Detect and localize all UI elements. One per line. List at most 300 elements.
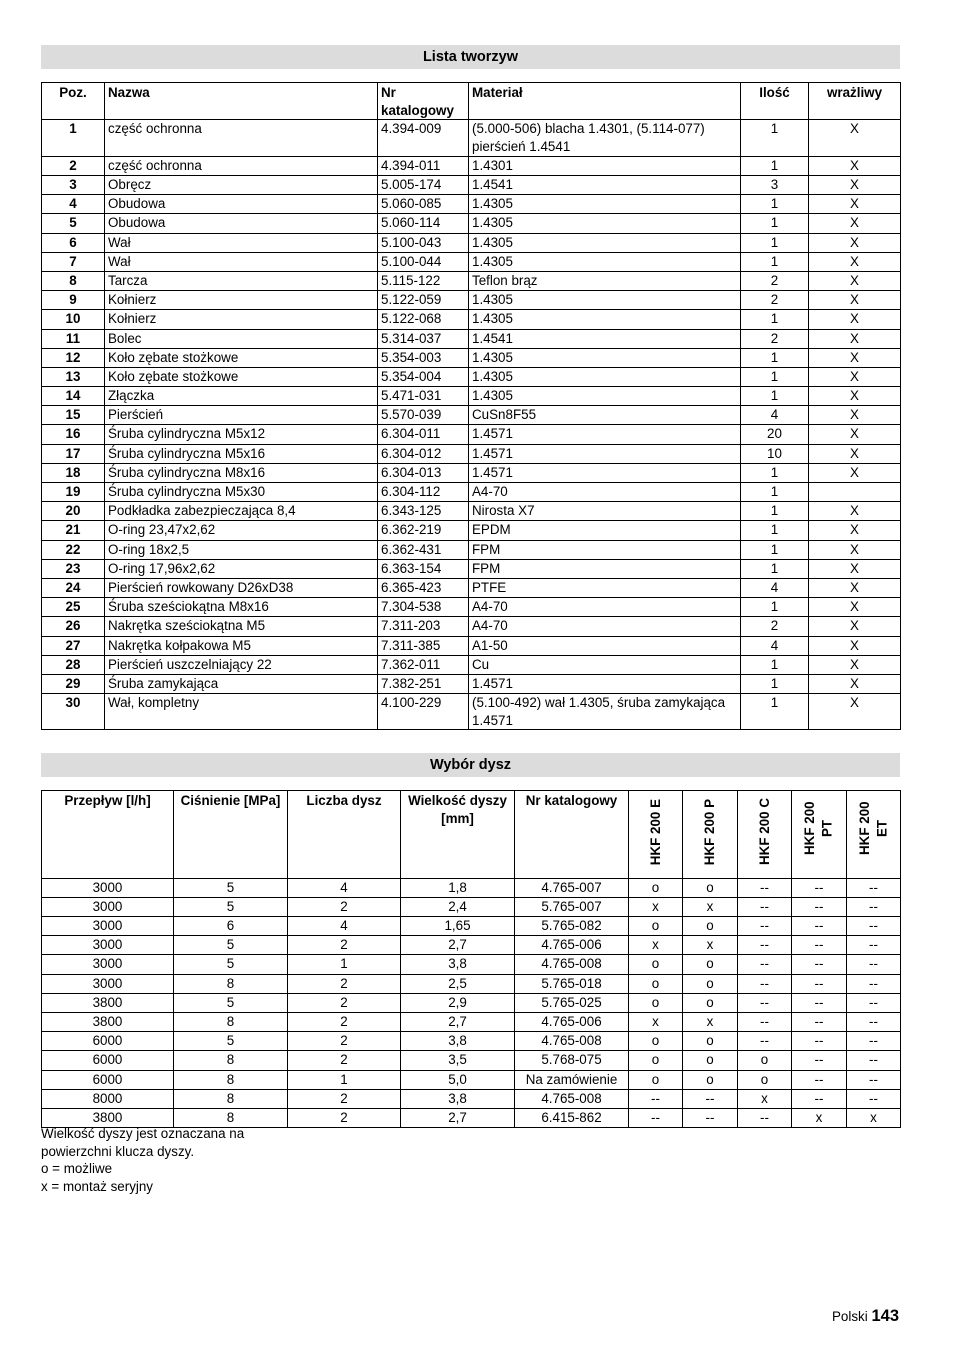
table-row bbox=[42, 329, 901, 348]
cell-przeplyw: 3000 bbox=[42, 955, 174, 974]
cell-nr-katalogowy: 5.115-122 bbox=[378, 271, 469, 290]
cell-wielkosc-dyszy: 1,65 bbox=[401, 917, 515, 936]
cell-liczba-dysz: 2 bbox=[288, 1051, 401, 1070]
header-hkf-200-e-label: HKF 200 E bbox=[647, 798, 663, 865]
cell-nr-katalogowy: 7.304-538 bbox=[378, 598, 469, 617]
header-poz: Poz. bbox=[42, 83, 105, 120]
cell-hkf-200-et: -- bbox=[847, 1051, 901, 1070]
cell-nr-katalogowy: 6.304-013 bbox=[378, 463, 469, 482]
cell-hkf-200-e: o bbox=[629, 1051, 683, 1070]
header-liczba-dysz: Liczba dysz bbox=[288, 791, 401, 879]
cell-wrazliwy: X bbox=[809, 636, 901, 655]
header-nazwa: Nazwa bbox=[105, 83, 378, 120]
cell-ilosc: 1 bbox=[741, 655, 809, 674]
table-row bbox=[42, 310, 901, 329]
cell-nr-katalogowy: 6.304-112 bbox=[378, 483, 469, 502]
cell-ilosc: 4 bbox=[741, 578, 809, 597]
cell-material: EPDM bbox=[469, 521, 741, 540]
cell-wielkosc-dyszy: 3,8 bbox=[401, 1032, 515, 1051]
cell-nazwa: Złączka bbox=[105, 387, 378, 406]
cell-hkf-200-et: -- bbox=[847, 1032, 901, 1051]
cell-wrazliwy: X bbox=[809, 617, 901, 636]
notes bbox=[41, 1125, 244, 1196]
cell-material: 1.4305 bbox=[469, 195, 741, 214]
cell-nazwa: Śruba cylindryczna M5x16 bbox=[105, 444, 378, 463]
cell-hkf-200-et: -- bbox=[847, 1070, 901, 1089]
cell-liczba-dysz: 2 bbox=[288, 1108, 401, 1127]
cell-nazwa: Wał bbox=[105, 252, 378, 271]
cell-material: FPM bbox=[469, 559, 741, 578]
cell-wrazliwy: X bbox=[809, 387, 901, 406]
cell-wrazliwy: X bbox=[809, 598, 901, 617]
cell-nr-katalogowy: 4.765-006 bbox=[515, 936, 629, 955]
cell-wrazliwy: X bbox=[809, 674, 901, 693]
cell-hkf-200-c: -- bbox=[738, 878, 792, 897]
cell-nr-katalogowy: 6.362-219 bbox=[378, 521, 469, 540]
cell-nr-katalogowy: 6.415-862 bbox=[515, 1108, 629, 1127]
cell-liczba-dysz: 2 bbox=[288, 897, 401, 916]
cell-cisnienie: 8 bbox=[174, 1089, 288, 1108]
cell-hkf-200-c: -- bbox=[738, 1108, 792, 1127]
cell-cisnienie: 8 bbox=[174, 1070, 288, 1089]
cell-wrazliwy: X bbox=[809, 252, 901, 271]
table-row bbox=[42, 483, 901, 502]
cell-ilosc: 1 bbox=[741, 598, 809, 617]
cell-hkf-200-e: -- bbox=[629, 1108, 683, 1127]
cell-nazwa: Śruba cylindryczna M5x12 bbox=[105, 425, 378, 444]
nozzles-title: Wybór dysz bbox=[41, 753, 900, 777]
cell-ilosc: 1 bbox=[741, 233, 809, 252]
cell-nr-katalogowy: 5.765-007 bbox=[515, 897, 629, 916]
cell-nazwa: Pierścień rowkowany D26xD38 bbox=[105, 578, 378, 597]
header-hkf-200-c bbox=[738, 791, 792, 879]
cell-poz: 24 bbox=[42, 578, 105, 597]
table-row bbox=[42, 540, 901, 559]
cell-nr-katalogowy: 5.122-059 bbox=[378, 291, 469, 310]
cell-liczba-dysz: 2 bbox=[288, 1013, 401, 1032]
cell-nr-katalogowy: 5.354-004 bbox=[378, 367, 469, 386]
header-material: Materiał bbox=[469, 83, 741, 120]
cell-nr-katalogowy: 7.362-011 bbox=[378, 655, 469, 674]
cell-hkf-200-c: -- bbox=[738, 936, 792, 955]
cell-poz: 10 bbox=[42, 310, 105, 329]
cell-wrazliwy: X bbox=[809, 463, 901, 482]
table-row bbox=[42, 367, 901, 386]
cell-nr-katalogowy: 4.765-008 bbox=[515, 955, 629, 974]
cell-wrazliwy: X bbox=[809, 655, 901, 674]
table-row bbox=[42, 1070, 901, 1089]
cell-poz: 17 bbox=[42, 444, 105, 463]
cell-wrazliwy: X bbox=[809, 329, 901, 348]
cell-nr-katalogowy: 4.765-008 bbox=[515, 1032, 629, 1051]
cell-nr-katalogowy: 4.765-008 bbox=[515, 1089, 629, 1108]
note-line: o = możliwe bbox=[41, 1161, 113, 1177]
cell-ilosc: 1 bbox=[741, 367, 809, 386]
cell-nr-katalogowy: 5.060-085 bbox=[378, 195, 469, 214]
cell-hkf-200-pt: -- bbox=[792, 1089, 847, 1108]
cell-poz: 2 bbox=[42, 156, 105, 175]
cell-poz: 19 bbox=[42, 483, 105, 502]
cell-poz: 12 bbox=[42, 348, 105, 367]
header-wielkosc-dyszy: Wielkość dyszy [mm] bbox=[401, 791, 515, 879]
cell-poz: 7 bbox=[42, 252, 105, 271]
header-ilosc: Ilość bbox=[741, 83, 809, 120]
table-row bbox=[42, 214, 901, 233]
cell-nr-katalogowy: 5.354-003 bbox=[378, 348, 469, 367]
cell-hkf-200-et: -- bbox=[847, 917, 901, 936]
table-row bbox=[42, 936, 901, 955]
cell-cisnienie: 5 bbox=[174, 936, 288, 955]
cell-hkf-200-et: -- bbox=[847, 878, 901, 897]
cell-liczba-dysz: 4 bbox=[288, 878, 401, 897]
cell-hkf-200-pt: -- bbox=[792, 936, 847, 955]
page-number: 143 bbox=[871, 1307, 899, 1325]
cell-ilosc: 1 bbox=[741, 156, 809, 175]
cell-poz: 20 bbox=[42, 502, 105, 521]
cell-ilosc: 4 bbox=[741, 406, 809, 425]
cell-nr-katalogowy: 5.060-114 bbox=[378, 214, 469, 233]
header-przeplyw: Przepływ [l/h] bbox=[42, 791, 174, 879]
cell-hkf-200-c: -- bbox=[738, 897, 792, 916]
cell-material: PTFE bbox=[469, 578, 741, 597]
cell-material: A1-50 bbox=[469, 636, 741, 655]
cell-hkf-200-et: x bbox=[847, 1108, 901, 1127]
table-row bbox=[42, 176, 901, 195]
cell-ilosc: 1 bbox=[741, 521, 809, 540]
table-row bbox=[42, 291, 901, 310]
cell-ilosc: 1 bbox=[741, 463, 809, 482]
cell-material: A4-70 bbox=[469, 617, 741, 636]
cell-hkf-200-pt: -- bbox=[792, 1013, 847, 1032]
cell-nazwa: Wał, kompletny bbox=[105, 694, 378, 730]
cell-poz: 1 bbox=[42, 120, 105, 156]
table-row bbox=[42, 917, 901, 936]
cell-material: 1.4541 bbox=[469, 329, 741, 348]
cell-nr-katalogowy: 5.100-044 bbox=[378, 252, 469, 271]
table-row bbox=[42, 406, 901, 425]
table-row bbox=[42, 1089, 901, 1108]
cell-hkf-200-p: x bbox=[683, 897, 738, 916]
cell-poz: 4 bbox=[42, 195, 105, 214]
cell-hkf-200-p: -- bbox=[683, 1089, 738, 1108]
cell-cisnienie: 8 bbox=[174, 1051, 288, 1070]
cell-nr-katalogowy: 5.765-018 bbox=[515, 974, 629, 993]
header-hkf-200-et bbox=[847, 791, 901, 879]
cell-poz: 6 bbox=[42, 233, 105, 252]
cell-material: 1.4305 bbox=[469, 291, 741, 310]
cell-liczba-dysz: 2 bbox=[288, 974, 401, 993]
cell-liczba-dysz: 2 bbox=[288, 1089, 401, 1108]
cell-przeplyw: 6000 bbox=[42, 1070, 174, 1089]
table-row bbox=[42, 878, 901, 897]
cell-ilosc: 1 bbox=[741, 214, 809, 233]
cell-hkf-200-e: o bbox=[629, 917, 683, 936]
cell-nazwa: Koło zębate stożkowe bbox=[105, 348, 378, 367]
cell-nazwa: część ochronna bbox=[105, 156, 378, 175]
cell-hkf-200-et: -- bbox=[847, 1013, 901, 1032]
cell-nr-katalogowy: 6.365-423 bbox=[378, 578, 469, 597]
cell-ilosc: 20 bbox=[741, 425, 809, 444]
cell-ilosc: 1 bbox=[741, 252, 809, 271]
table-row bbox=[42, 694, 901, 730]
cell-hkf-200-p: x bbox=[683, 936, 738, 955]
cell-hkf-200-p: o bbox=[683, 878, 738, 897]
cell-nazwa: O-ring 23,47x2,62 bbox=[105, 521, 378, 540]
cell-poz: 25 bbox=[42, 598, 105, 617]
cell-nr-katalogowy: 5.122-068 bbox=[378, 310, 469, 329]
cell-ilosc: 1 bbox=[741, 120, 809, 156]
cell-wrazliwy: X bbox=[809, 195, 901, 214]
header-nr-katalogowy: Nr katalogowy bbox=[515, 791, 629, 879]
cell-wrazliwy: X bbox=[809, 559, 901, 578]
cell-material: 1.4571 bbox=[469, 674, 741, 693]
cell-wrazliwy: X bbox=[809, 444, 901, 463]
cell-ilosc: 1 bbox=[741, 502, 809, 521]
table-row bbox=[42, 120, 901, 156]
cell-hkf-200-e: o bbox=[629, 993, 683, 1012]
cell-nr-katalogowy: 7.311-385 bbox=[378, 636, 469, 655]
cell-wielkosc-dyszy: 3,8 bbox=[401, 955, 515, 974]
header-hkf-200-p-label: HKF 200 P bbox=[702, 798, 718, 865]
cell-hkf-200-pt: -- bbox=[792, 1070, 847, 1089]
header-hkf-200-pt bbox=[792, 791, 847, 879]
cell-nr-katalogowy: 4.765-006 bbox=[515, 1013, 629, 1032]
cell-hkf-200-e: x bbox=[629, 897, 683, 916]
cell-hkf-200-e: x bbox=[629, 936, 683, 955]
header-wrazliwy: wrażliwy bbox=[809, 83, 901, 120]
cell-hkf-200-e: o bbox=[629, 878, 683, 897]
cell-hkf-200-et: -- bbox=[847, 974, 901, 993]
cell-poz: 11 bbox=[42, 329, 105, 348]
cell-nazwa: Śruba cylindryczna M8x16 bbox=[105, 463, 378, 482]
table-row bbox=[42, 974, 901, 993]
cell-wrazliwy: X bbox=[809, 233, 901, 252]
cell-ilosc: 10 bbox=[741, 444, 809, 463]
cell-nr-katalogowy: Na zamówienie bbox=[515, 1070, 629, 1089]
cell-hkf-200-c: -- bbox=[738, 917, 792, 936]
table-row bbox=[42, 195, 901, 214]
cell-hkf-200-p: x bbox=[683, 1013, 738, 1032]
cell-hkf-200-c: -- bbox=[738, 993, 792, 1012]
cell-poz: 16 bbox=[42, 425, 105, 444]
cell-hkf-200-e: o bbox=[629, 1032, 683, 1051]
cell-hkf-200-e: o bbox=[629, 955, 683, 974]
cell-nr-katalogowy: 6.304-011 bbox=[378, 425, 469, 444]
cell-nazwa: Kołnierz bbox=[105, 310, 378, 329]
materials-title: Lista tworzyw bbox=[41, 45, 900, 69]
cell-hkf-200-p: o bbox=[683, 917, 738, 936]
cell-przeplyw: 3800 bbox=[42, 1013, 174, 1032]
cell-wielkosc-dyszy: 2,4 bbox=[401, 897, 515, 916]
cell-material: A4-70 bbox=[469, 483, 741, 502]
cell-poz: 22 bbox=[42, 540, 105, 559]
cell-ilosc: 4 bbox=[741, 636, 809, 655]
cell-cisnienie: 6 bbox=[174, 917, 288, 936]
table-row bbox=[42, 1051, 901, 1070]
cell-hkf-200-p: o bbox=[683, 1032, 738, 1051]
cell-hkf-200-pt: -- bbox=[792, 955, 847, 974]
cell-hkf-200-p: o bbox=[683, 1070, 738, 1089]
cell-poz: 5 bbox=[42, 214, 105, 233]
cell-poz: 29 bbox=[42, 674, 105, 693]
cell-hkf-200-c: o bbox=[738, 1070, 792, 1089]
cell-nr-katalogowy: 6.304-012 bbox=[378, 444, 469, 463]
cell-wielkosc-dyszy: 2,7 bbox=[401, 936, 515, 955]
cell-poz: 15 bbox=[42, 406, 105, 425]
cell-nazwa: Podkładka zabezpieczająca 8,4 bbox=[105, 502, 378, 521]
cell-wrazliwy: X bbox=[809, 348, 901, 367]
cell-cisnienie: 5 bbox=[174, 993, 288, 1012]
note-line: powierzchni klucza dyszy. bbox=[41, 1143, 195, 1159]
table-row bbox=[42, 425, 901, 444]
cell-cisnienie: 5 bbox=[174, 897, 288, 916]
cell-nazwa: Obręcz bbox=[105, 176, 378, 195]
nozzle-table bbox=[41, 790, 901, 1128]
cell-poz: 30 bbox=[42, 694, 105, 730]
cell-ilosc: 1 bbox=[741, 540, 809, 559]
cell-poz: 18 bbox=[42, 463, 105, 482]
cell-wrazliwy: X bbox=[809, 271, 901, 290]
cell-nr-katalogowy: 7.311-203 bbox=[378, 617, 469, 636]
cell-ilosc: 1 bbox=[741, 348, 809, 367]
cell-nr-katalogowy: 5.471-031 bbox=[378, 387, 469, 406]
cell-nazwa: Obudowa bbox=[105, 214, 378, 233]
cell-wrazliwy: X bbox=[809, 425, 901, 444]
cell-przeplyw: 3800 bbox=[42, 993, 174, 1012]
cell-ilosc: 1 bbox=[741, 559, 809, 578]
cell-hkf-200-c: o bbox=[738, 1051, 792, 1070]
cell-przeplyw: 3800 bbox=[42, 1108, 174, 1127]
cell-hkf-200-c: -- bbox=[738, 1032, 792, 1051]
cell-liczba-dysz: 1 bbox=[288, 1070, 401, 1089]
header-cisnienie: Ciśnienie [MPa] bbox=[174, 791, 288, 879]
cell-ilosc: 1 bbox=[741, 195, 809, 214]
table-row bbox=[42, 1032, 901, 1051]
cell-nazwa: część ochronna bbox=[105, 120, 378, 156]
cell-wrazliwy: X bbox=[809, 120, 901, 156]
cell-hkf-200-et: -- bbox=[847, 936, 901, 955]
table-row bbox=[42, 271, 901, 290]
cell-wrazliwy: X bbox=[809, 694, 901, 730]
cell-wielkosc-dyszy: 2,7 bbox=[401, 1013, 515, 1032]
cell-nr-katalogowy: 6.343-125 bbox=[378, 502, 469, 521]
cell-nr-katalogowy: 6.363-154 bbox=[378, 559, 469, 578]
cell-nazwa: Wał bbox=[105, 233, 378, 252]
cell-poz: 21 bbox=[42, 521, 105, 540]
cell-nr-katalogowy: 5.768-075 bbox=[515, 1051, 629, 1070]
cell-hkf-200-p: o bbox=[683, 1051, 738, 1070]
table-row bbox=[42, 955, 901, 974]
table-row bbox=[42, 348, 901, 367]
cell-nazwa: Pierścień bbox=[105, 406, 378, 425]
cell-wielkosc-dyszy: 5,0 bbox=[401, 1070, 515, 1089]
cell-material: (5.000-506) blacha 1.4301, (5.114-077) pierścień 1.4541 bbox=[469, 120, 741, 156]
cell-nr-katalogowy: 5.100-043 bbox=[378, 233, 469, 252]
cell-nr-katalogowy: 5.005-174 bbox=[378, 176, 469, 195]
cell-nazwa: Tarcza bbox=[105, 271, 378, 290]
cell-material: 1.4541 bbox=[469, 176, 741, 195]
cell-liczba-dysz: 1 bbox=[288, 955, 401, 974]
table-row bbox=[42, 156, 901, 175]
cell-ilosc: 1 bbox=[741, 674, 809, 693]
cell-nr-katalogowy: 7.382-251 bbox=[378, 674, 469, 693]
cell-wrazliwy: X bbox=[809, 502, 901, 521]
cell-nazwa: Śruba cylindryczna M5x30 bbox=[105, 483, 378, 502]
cell-wrazliwy: X bbox=[809, 578, 901, 597]
header-hkf-200-pt-label: HKF 200 PT bbox=[802, 801, 835, 855]
table-row bbox=[42, 521, 901, 540]
cell-hkf-200-c: -- bbox=[738, 955, 792, 974]
cell-hkf-200-et: -- bbox=[847, 993, 901, 1012]
cell-cisnienie: 5 bbox=[174, 955, 288, 974]
cell-ilosc: 1 bbox=[741, 483, 809, 502]
cell-liczba-dysz: 2 bbox=[288, 936, 401, 955]
cell-material: 1.4571 bbox=[469, 444, 741, 463]
cell-cisnienie: 5 bbox=[174, 878, 288, 897]
page-footer bbox=[832, 1307, 899, 1326]
cell-hkf-200-pt: -- bbox=[792, 1032, 847, 1051]
cell-poz: 14 bbox=[42, 387, 105, 406]
cell-nr-katalogowy: 4.394-009 bbox=[378, 120, 469, 156]
cell-wielkosc-dyszy: 2,9 bbox=[401, 993, 515, 1012]
cell-poz: 3 bbox=[42, 176, 105, 195]
cell-nazwa: O-ring 18x2,5 bbox=[105, 540, 378, 559]
cell-hkf-200-pt: -- bbox=[792, 878, 847, 897]
cell-material: 1.4305 bbox=[469, 214, 741, 233]
cell-material: 1.4305 bbox=[469, 387, 741, 406]
cell-material: 1.4305 bbox=[469, 367, 741, 386]
cell-wrazliwy: X bbox=[809, 176, 901, 195]
materials-table-body bbox=[42, 120, 901, 730]
cell-material: 1.4301 bbox=[469, 156, 741, 175]
cell-nr-katalogowy: 6.362-431 bbox=[378, 540, 469, 559]
materials-table bbox=[41, 82, 901, 730]
cell-poz: 23 bbox=[42, 559, 105, 578]
table-row bbox=[42, 598, 901, 617]
cell-wrazliwy: X bbox=[809, 521, 901, 540]
cell-ilosc: 2 bbox=[741, 271, 809, 290]
cell-przeplyw: 8000 bbox=[42, 1089, 174, 1108]
nozzle-table-body bbox=[42, 878, 901, 1127]
cell-wrazliwy: X bbox=[809, 291, 901, 310]
cell-cisnienie: 8 bbox=[174, 1108, 288, 1127]
cell-przeplyw: 3000 bbox=[42, 974, 174, 993]
cell-ilosc: 1 bbox=[741, 310, 809, 329]
cell-material: A4-70 bbox=[469, 598, 741, 617]
cell-wrazliwy: X bbox=[809, 156, 901, 175]
table-row bbox=[42, 655, 901, 674]
cell-poz: 27 bbox=[42, 636, 105, 655]
cell-wielkosc-dyszy: 3,8 bbox=[401, 1089, 515, 1108]
table-row bbox=[42, 1013, 901, 1032]
cell-wrazliwy: X bbox=[809, 214, 901, 233]
cell-wrazliwy bbox=[809, 483, 901, 502]
cell-nazwa: Śruba sześciokątna M8x16 bbox=[105, 598, 378, 617]
cell-wrazliwy: X bbox=[809, 406, 901, 425]
cell-hkf-200-pt: -- bbox=[792, 917, 847, 936]
header-hkf-200-e bbox=[629, 791, 683, 879]
cell-cisnienie: 8 bbox=[174, 974, 288, 993]
cell-liczba-dysz: 2 bbox=[288, 993, 401, 1012]
table-row bbox=[42, 233, 901, 252]
header-hkf-200-et-label: HKF 200 ET bbox=[856, 801, 890, 855]
cell-wrazliwy: X bbox=[809, 367, 901, 386]
cell-nr-katalogowy: 4.100-229 bbox=[378, 694, 469, 730]
cell-hkf-200-c: -- bbox=[738, 974, 792, 993]
cell-material: 1.4305 bbox=[469, 310, 741, 329]
cell-nazwa: Obudowa bbox=[105, 195, 378, 214]
cell-nr-katalogowy: 5.765-025 bbox=[515, 993, 629, 1012]
